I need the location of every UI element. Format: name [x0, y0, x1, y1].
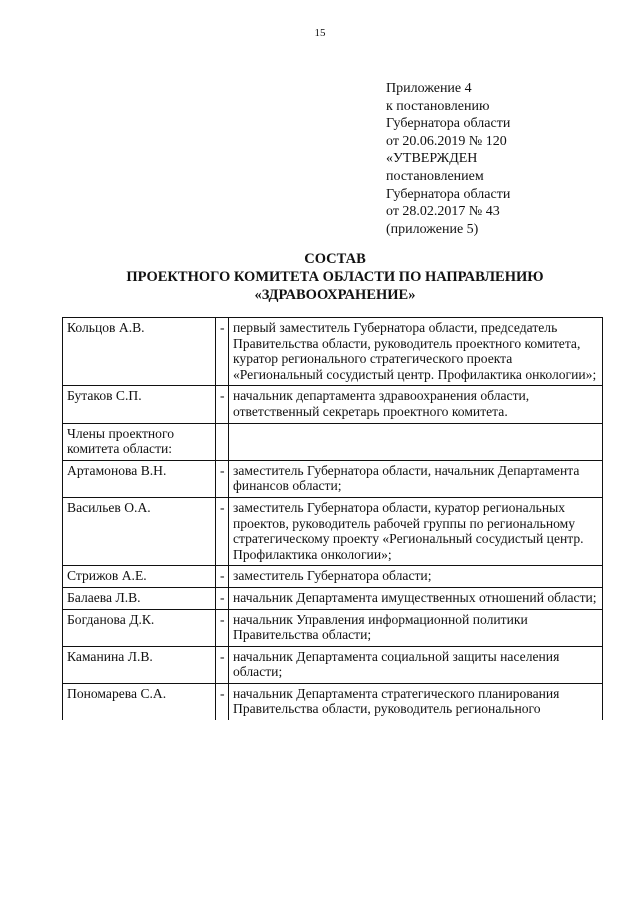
- appendix-line: Губернатора области: [386, 116, 511, 132]
- appendix-block: [386, 80, 616, 238]
- member-role: начальник Департамента имущественных отношений области;: [229, 587, 603, 609]
- member-dash: -: [216, 566, 229, 588]
- title-line: СОСТАВ: [304, 251, 366, 267]
- appendix-line: от 28.02.2017 № 43: [386, 204, 500, 220]
- member-dash: -: [216, 646, 229, 683]
- appendix-line: постановлением: [386, 168, 484, 184]
- member-role: заместитель Губернатора области, начальник Департамента финансов области;: [229, 460, 603, 497]
- appendix-line: к постановлению: [386, 98, 490, 114]
- table-row: [63, 566, 603, 588]
- member-dash: -: [216, 609, 229, 646]
- document-title: [0, 251, 640, 304]
- appendix-line: (приложение 5): [386, 221, 479, 237]
- member-name: Стрижов А.Е.: [63, 566, 216, 588]
- member-name: Каманина Л.В.: [63, 646, 216, 683]
- appendix-line: «УТВЕРЖДЕН: [386, 151, 478, 167]
- member-role: [229, 423, 603, 460]
- member-dash: -: [216, 318, 229, 386]
- table-row: [63, 318, 603, 386]
- table-row: [63, 497, 603, 565]
- appendix-line: от 20.06.2019 № 120: [386, 133, 507, 149]
- member-dash: [216, 423, 229, 460]
- member-role: начальник Управления информационной политики Правительства области;: [229, 609, 603, 646]
- member-dash: -: [216, 497, 229, 565]
- member-role: начальник Департамента стратегического планирования Правительства области, руководитель регионального: [229, 683, 603, 720]
- member-dash: -: [216, 386, 229, 423]
- table-row: [63, 386, 603, 423]
- member-role: начальник Департамента социальной защиты населения области;: [229, 646, 603, 683]
- member-name: Васильев О.А.: [63, 497, 216, 565]
- table-row: [63, 587, 603, 609]
- member-name: Бутаков С.П.: [63, 386, 216, 423]
- table-row: [63, 609, 603, 646]
- table-row: [63, 423, 603, 460]
- member-name: Артамонова В.Н.: [63, 460, 216, 497]
- appendix-line: Губернатора области: [386, 186, 511, 202]
- member-name: Богданова Д.К.: [63, 609, 216, 646]
- member-dash: -: [216, 683, 229, 720]
- member-name: Балаева Л.В.: [63, 587, 216, 609]
- table-row: [63, 460, 603, 497]
- appendix-line: Приложение 4: [386, 81, 472, 96]
- committee-members-table: [62, 317, 603, 720]
- member-role: заместитель Губернатора области, куратор региональных проектов, руководитель рабочей группы по региональному стратегическому проекту «Региональный сосудистый центр. Профилактика онкологии»;: [229, 497, 603, 565]
- member-name: Пономарева С.А.: [63, 683, 216, 720]
- title-line: ПРОЕКТНОГО КОМИТЕТА ОБЛАСТИ ПО НАПРАВЛЕНИЮ: [126, 268, 544, 285]
- member-role: первый заместитель Губернатора области, председатель Правительства области, руководитель проектного комитета, куратор регионального стратегического проекта «Региональный сосудистый центр. Профилактика онкологии»;: [229, 318, 603, 386]
- member-role: начальник департамента здравоохранения области, ответственный секретарь проектного комитета.: [229, 386, 603, 423]
- member-name: Кольцов А.В.: [63, 318, 216, 386]
- table-row: [63, 646, 603, 683]
- member-role: заместитель Губернатора области;: [229, 566, 603, 588]
- title-line: «ЗДРАВООХРАНЕНИЕ»: [254, 286, 416, 303]
- page-number: 15: [314, 27, 326, 39]
- table-row: [63, 683, 603, 720]
- member-dash: -: [216, 460, 229, 497]
- members-section-label: Члены проектного комитета области:: [63, 423, 216, 460]
- member-dash: -: [216, 587, 229, 609]
